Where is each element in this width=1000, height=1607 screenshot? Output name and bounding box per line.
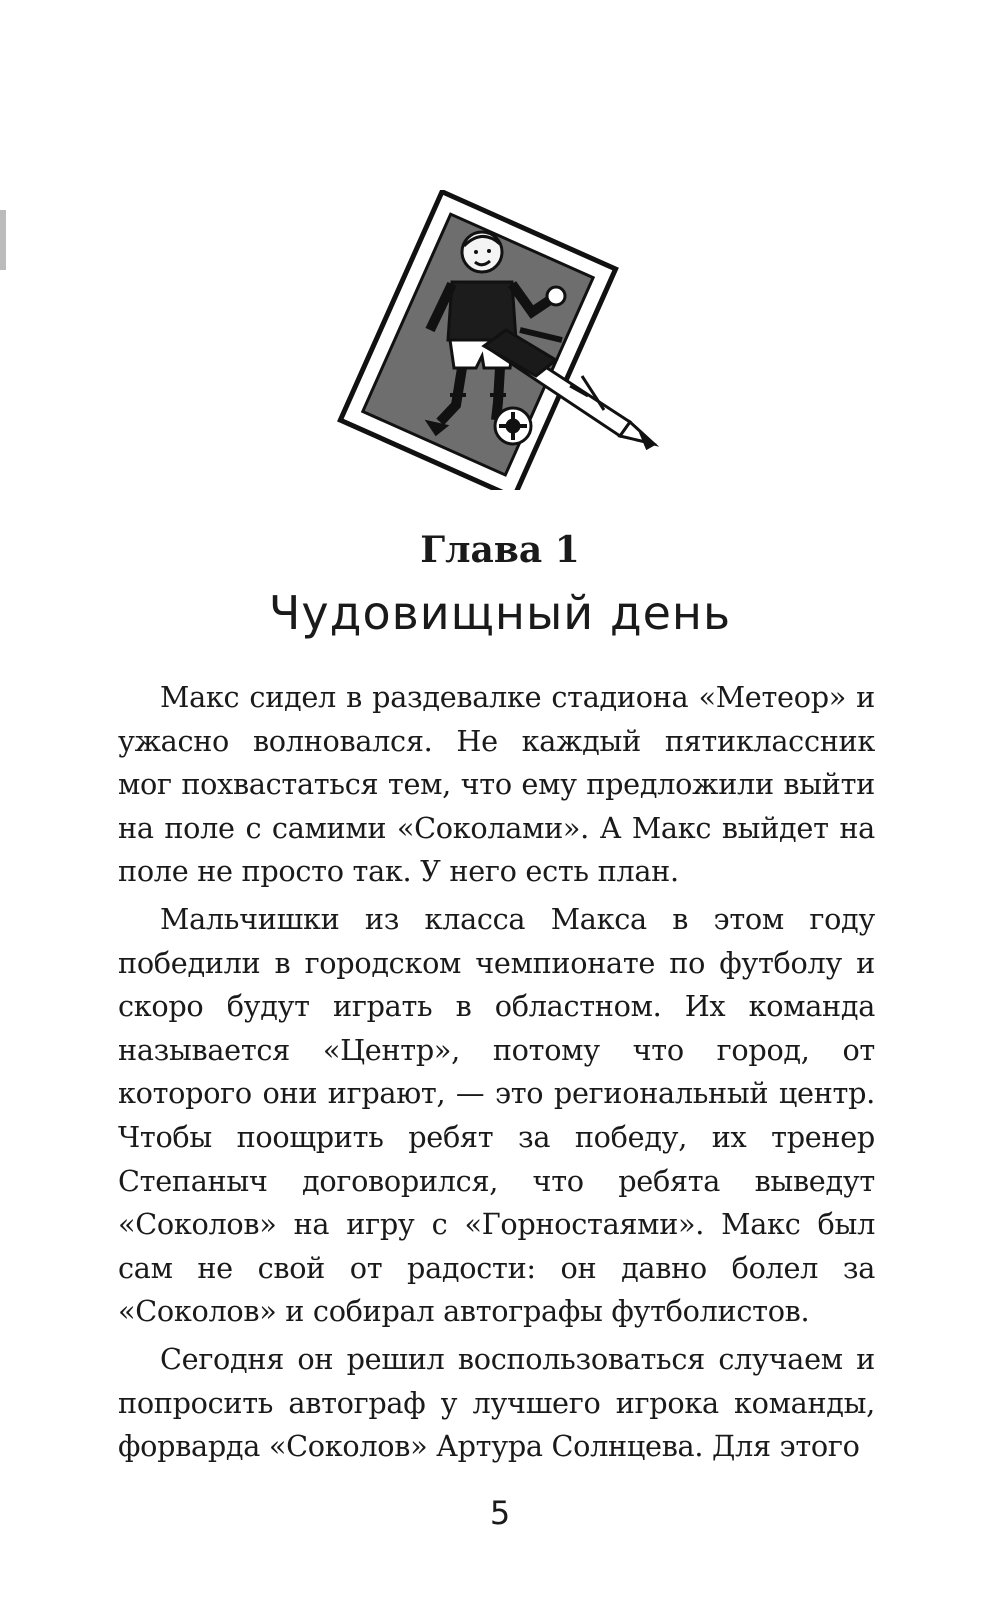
chapter-title: Чудовищный день [268, 586, 732, 640]
football-card-with-pen-icon [270, 190, 690, 490]
football-ball [495, 408, 531, 444]
chapter-body [118, 676, 875, 1473]
paragraph: Макс сидел в раздевалке стадиона «Метеор» и ужасно волновался. Не каждый пятиклассник мог похвастаться тем, что ему предложили выйти на поле с самими «Соколами». А Макс выйдет на поле не просто так. У него есть план. [118, 680, 875, 889]
paragraph: Сегодня он решил воспользоваться случаем и попросить автограф у лучшего игрока команды, форварда «Соколов» Артура Солнцева. Для этого [118, 1341, 875, 1464]
chapter-label: Глава 1 [420, 529, 580, 571]
scan-edge-mark [0, 210, 6, 270]
page-number: 5 [489, 1494, 511, 1532]
paragraph: Мальчишки из класса Макса в этом году победили в городском чемпионате по футболу и скоро будут играть в областном. Их команда называется «Центр», потому что город, от которого они играют, — это региональный центр. Чтобы поощрить ребят за победу, их тренер Степаныч договорился, что ребята выведут «Соколов» на игру с «Горностаями». Макс был сам не свой от радости: он давно болел за «Соколов» и собирал автографы футболистов. [118, 901, 875, 1329]
